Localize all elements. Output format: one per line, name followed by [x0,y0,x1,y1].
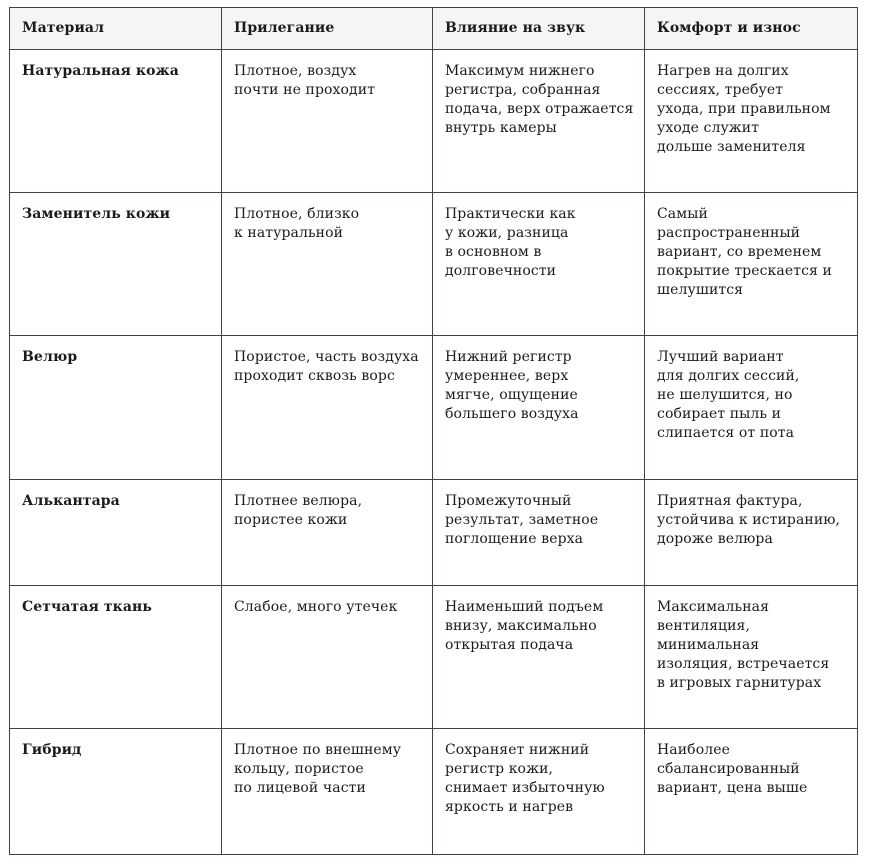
fit-cell [222,480,433,586]
comparison-table-wrapper [9,7,858,855]
cell-line: ухода, при правильном [657,101,831,117]
header-sound: Влияние на звук [433,8,645,50]
cell-line: в основном в [445,244,542,260]
cell-line: регистра, собранная [445,82,601,98]
cell-line: устойчива к истиранию, [657,512,841,528]
cell-line: Гибрид [22,742,82,758]
cell-line: Натуральная кожа [22,63,179,79]
cell-line: Плотное, воздух [234,63,357,79]
cell-line: вариант, со временем [657,244,822,260]
comfort-cell [645,50,858,193]
cell-line: Наиболее [657,742,731,758]
header-material: Материал [10,8,222,50]
cell-line: Лучший вариант [657,349,784,365]
material-cell [10,193,222,336]
cell-line: результат, заметное [445,512,599,528]
cell-line: Максимум нижнего [445,63,595,79]
cell-line: покрытие трескается и [657,263,832,279]
cell-line: Приятная фактура, [657,493,803,509]
material-cell [10,480,222,586]
sound-cell [433,729,645,855]
table-row [10,193,858,336]
cell-line: Слабое, много утечек [234,599,398,615]
table-row [10,336,858,480]
cell-line: Плотное по внешнему [234,742,402,758]
material-cell [10,336,222,480]
cell-line: большего воздуха [445,406,579,422]
comfort-cell [645,336,858,480]
cell-line: Максимальная [657,599,770,615]
table-row [10,586,858,729]
table-row [10,480,858,586]
cell-line: подача, верх отражается [445,101,634,117]
fit-cell [222,586,433,729]
header-row [10,8,858,50]
cell-line: внутрь камеры [445,120,557,136]
comfort-cell [645,586,858,729]
cell-line: проходит сквозь ворс [234,368,395,384]
cell-line: к натуральной [234,225,344,241]
table-row [10,50,858,193]
cell-line: изоляция, встречается [657,656,830,672]
cell-line: Пористое, часть воздуха [234,349,419,365]
cell-line: Наименьший подъем [445,599,604,615]
cell-line: Плотное, близко [234,206,360,222]
cell-line: Заменитель кожи [22,206,171,222]
sound-cell [433,193,645,336]
material-cell [10,729,222,855]
cell-line: слипается от пота [657,425,795,441]
cell-line: внизу, максимально [445,618,597,634]
fit-cell [222,193,433,336]
cell-line: пористее кожи [234,512,348,528]
comfort-cell [645,480,858,586]
cell-line: вариант, цена выше [657,780,808,796]
cell-line: для долгих сессий, [657,368,800,384]
cell-line: дольше заменителя [657,139,806,155]
material-cell [10,586,222,729]
cell-line: распространенный [657,225,801,241]
table-header [10,8,858,50]
comfort-cell [645,729,858,855]
table-body [10,50,858,855]
cell-line: в игровых гарнитурах [657,675,822,691]
cell-line: Нижний регистр [445,349,572,365]
cell-line: снимает избыточную [445,780,605,796]
cell-line: вентиляция, [657,618,751,634]
cell-line: Промежуточный [445,493,572,509]
cell-line: Плотнее велюра, [234,493,363,509]
cell-line: яркость и нагрев [445,799,574,815]
comfort-cell [645,193,858,336]
cell-line: шелушится [657,282,744,298]
sound-cell [433,586,645,729]
cell-line: Велюр [22,349,78,365]
header-fit: Прилегание [222,8,433,50]
material-cell [10,50,222,193]
cell-line: не шелушится, но [657,387,793,403]
cell-line: собирает пыль и [657,406,782,422]
fit-cell [222,336,433,480]
sound-cell [433,50,645,193]
cell-line: минимальная [657,637,760,653]
cell-line: по лицевой части [234,780,366,796]
cell-line: сбалансированный [657,761,800,777]
cell-line: открытая подача [445,637,574,653]
cell-line: долговечности [445,263,557,279]
cell-line: Сохраняет нижний [445,742,590,758]
cell-line: поглощение верха [445,531,584,547]
cell-line: сессиях, требует [657,82,784,98]
sound-cell [433,480,645,586]
table-row [10,729,858,855]
cell-line: почти не проходит [234,82,376,98]
header-comfort: Комфорт и износ [645,8,858,50]
cell-line: регистр кожи, [445,761,554,777]
fit-cell [222,729,433,855]
sound-cell [433,336,645,480]
fit-cell [222,50,433,193]
cell-line: дороже велюра [657,531,773,547]
cell-line: уходе служит [657,120,760,136]
cell-line: Самый [657,206,708,222]
materials-comparison-table [9,7,858,855]
cell-line: Сетчатая ткань [22,599,153,615]
cell-line: Практически как [445,206,576,222]
cell-line: умереннее, верх [445,368,569,384]
cell-line: Нагрев на долгих [657,63,789,79]
cell-line: мягче, ощущение [445,387,578,403]
cell-line: у кожи, разница [445,225,569,241]
cell-line: Алькантара [22,493,120,509]
cell-line: кольцу, пористое [234,761,364,777]
